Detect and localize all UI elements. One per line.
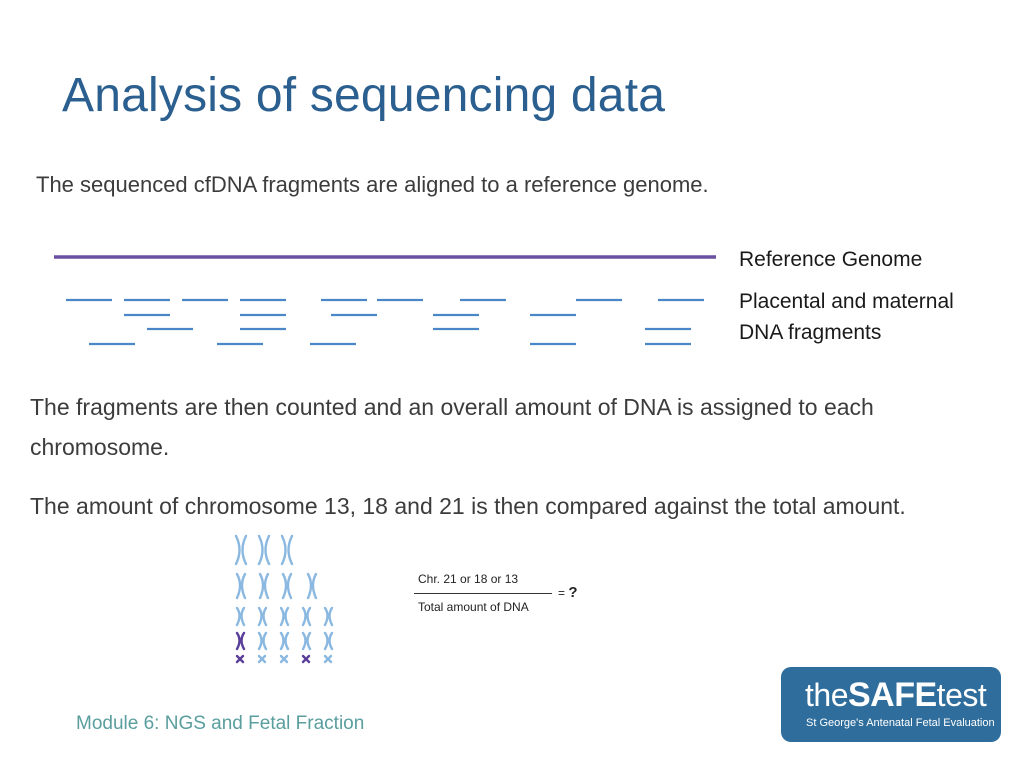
fragments-label-line1: Placental and maternal <box>739 290 954 313</box>
chromosome-icon <box>237 608 244 625</box>
fraction-bar <box>414 593 552 594</box>
chromosome-icon <box>281 633 288 649</box>
fragments-label-line2: DNA fragments <box>739 321 882 344</box>
formula-result: ? <box>568 584 578 601</box>
chromosome-icon <box>237 656 243 662</box>
chromosome-icon <box>303 608 310 625</box>
slide-subtitle: The sequenced cfDNA fragments are aligned to a reference genome. <box>36 172 709 197</box>
alignment-diagram <box>0 240 730 355</box>
chromosome-icon <box>259 608 266 625</box>
chromosome-icon <box>259 536 269 564</box>
chromosome-icon <box>325 656 331 662</box>
chromosome-icon <box>282 536 292 564</box>
chromosome-icon <box>281 656 287 662</box>
chromosome-icon <box>236 536 246 564</box>
formula-denominator: Total amount of DNA <box>418 600 529 614</box>
chromosome-icon <box>281 608 288 625</box>
chromosome-icon <box>325 608 332 625</box>
logo-suffix: test <box>936 677 987 713</box>
chromosome-icon <box>283 574 291 598</box>
slide-title: Analysis of sequencing data <box>62 69 666 122</box>
formula-numerator: Chr. 21 or 18 or 13 <box>418 572 519 586</box>
paragraph-counting: The fragments are then counted and an overall amount of DNA is assigned to each chromosome. <box>30 394 874 460</box>
logo-tagline: St George's Antenatal Fetal Evaluation <box>806 717 995 729</box>
chromosome-icon <box>308 574 316 598</box>
paragraph-comparison: The amount of chromosome 13, 18 and 21 is then compared against the total amount. <box>30 493 906 519</box>
logo-prefix: the <box>805 677 848 713</box>
chromosome-icon <box>237 633 244 649</box>
logo-brand: SAFE <box>847 676 937 714</box>
chromosome-icon <box>259 633 266 649</box>
chromosome-icon <box>237 574 245 598</box>
karyotype-icon <box>226 532 341 667</box>
chromosome-icon <box>325 633 332 649</box>
chromosome-icon <box>260 574 268 598</box>
reference-genome-label: Reference Genome <box>739 248 923 271</box>
equals-sign: = <box>558 586 566 600</box>
chromosome-icon <box>259 656 265 662</box>
safe-test-logo <box>781 667 1001 742</box>
ratio-formula <box>410 568 600 628</box>
footer-module-label: Module 6: NGS and Fetal Fraction <box>76 713 365 734</box>
chromosome-icon <box>303 656 309 662</box>
chromosome-icon <box>303 633 310 649</box>
logo-wordmark <box>805 676 986 715</box>
dna-fragments <box>66 300 704 344</box>
formula-equals <box>558 584 578 601</box>
